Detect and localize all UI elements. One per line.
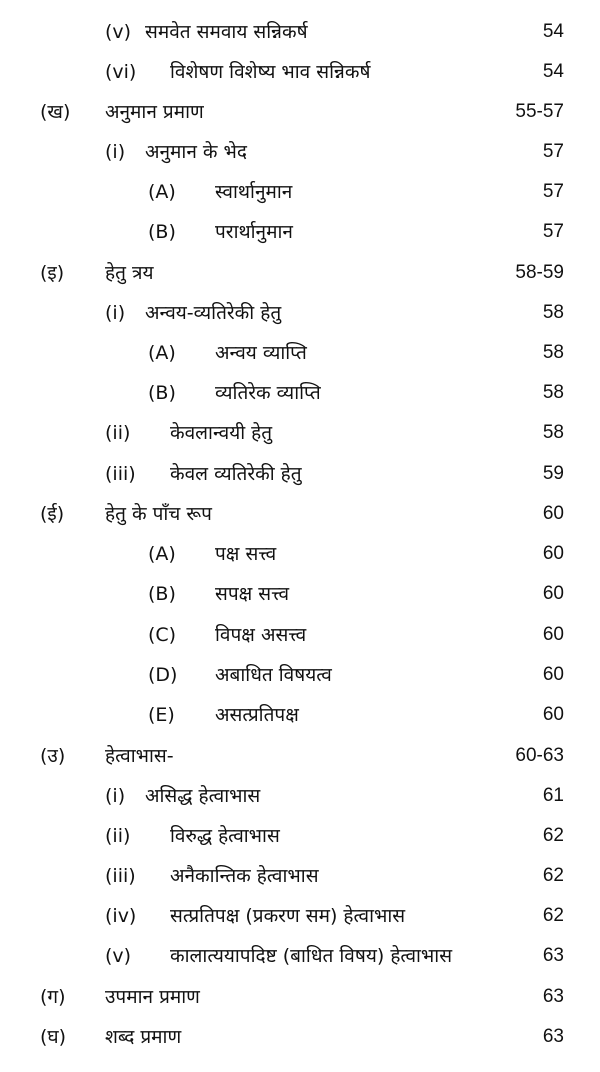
toc-title: केवल व्यतिरेकी हेतु	[170, 463, 302, 485]
toc-entry	[0, 214, 600, 250]
toc-marker: (iii)	[105, 463, 136, 485]
toc-title: अनुमान प्रमाण	[105, 101, 204, 123]
toc-page: 60	[542, 583, 564, 604]
toc-title: उपमान प्रमाण	[105, 986, 200, 1008]
toc-marker: (ii)	[105, 825, 131, 847]
toc-marker: (iii)	[105, 865, 136, 887]
toc-entry	[0, 536, 600, 572]
toc-page: 57	[542, 141, 564, 162]
toc-entry	[0, 134, 600, 170]
toc-title: असत्प्रतिपक्ष	[215, 704, 299, 726]
toc-title: अन्वय-व्यतिरेकी हेतु	[145, 302, 282, 324]
toc-marker: (i)	[105, 141, 126, 163]
toc-marker: (B)	[148, 221, 176, 243]
toc-entry	[0, 295, 600, 331]
toc-title: असिद्ध हेत्वाभास	[145, 785, 261, 807]
toc-marker: (ग)	[40, 986, 66, 1008]
toc-entry	[0, 617, 600, 653]
toc-entry	[0, 697, 600, 733]
toc-title: अनैकान्तिक हेत्वाभास	[170, 865, 319, 887]
toc-title: स्वार्थानुमान	[215, 181, 293, 203]
toc-marker: (i)	[105, 785, 126, 807]
toc-entry	[0, 938, 600, 974]
toc-marker: (इ)	[40, 262, 65, 284]
toc-marker: (vi)	[105, 61, 137, 83]
toc-title: हेत्वाभास-	[105, 745, 174, 767]
toc-marker: (iv)	[105, 905, 137, 927]
toc-title: सपक्ष सत्त्व	[215, 583, 290, 605]
toc-title: परार्थानुमान	[215, 221, 293, 243]
toc-page: 60	[542, 543, 564, 564]
toc-marker: (A)	[148, 181, 176, 203]
toc-title: केवलान्वयी हेतु	[170, 422, 273, 444]
toc-page: 59	[542, 463, 564, 484]
toc-entry	[0, 1019, 600, 1055]
toc-page: 62	[542, 825, 564, 846]
toc-entry	[0, 54, 600, 90]
toc-entry	[0, 898, 600, 934]
toc-title: हेतु त्रय	[105, 262, 154, 284]
toc-marker: (उ)	[40, 745, 66, 767]
toc-page: 58	[542, 422, 564, 443]
toc-page: 63	[542, 986, 564, 1007]
toc-title: विपक्ष असत्त्व	[215, 624, 307, 646]
toc-marker: (ई)	[40, 503, 65, 525]
toc-title: अन्वय व्याप्ति	[215, 342, 307, 364]
toc-title: विशेषण विशेष्य भाव सन्निकर्ष	[170, 61, 371, 83]
toc-marker: (i)	[105, 302, 126, 324]
toc-entry	[0, 979, 600, 1015]
toc-title: विरुद्ध हेत्वाभास	[170, 825, 280, 847]
toc-page: 58	[542, 382, 564, 403]
toc-entry	[0, 255, 600, 291]
toc-entry	[0, 657, 600, 693]
toc-page: 62	[542, 865, 564, 886]
toc-entry	[0, 576, 600, 612]
toc-marker: (v)	[105, 21, 132, 43]
toc-title: व्यतिरेक व्याप्ति	[215, 382, 321, 404]
toc-entry	[0, 375, 600, 411]
toc-marker: (C)	[148, 624, 177, 646]
toc-page: 60	[542, 624, 564, 645]
toc-title: अनुमान के भेद	[145, 141, 248, 163]
toc-marker: (ख)	[40, 101, 71, 123]
toc-page: 57	[542, 181, 564, 202]
toc-title: अबाधित विषयत्व	[215, 664, 332, 686]
toc-title: समवेत समवाय सन्निकर्ष	[145, 21, 308, 43]
toc-page: 60	[542, 704, 564, 725]
toc-entry	[0, 14, 600, 50]
toc-page: 54	[542, 21, 564, 42]
toc-entry	[0, 858, 600, 894]
toc-entry	[0, 778, 600, 814]
toc-entry	[0, 496, 600, 532]
toc-page: 58	[542, 302, 564, 323]
toc-page: 63	[542, 945, 564, 966]
toc-page: 54	[542, 61, 564, 82]
toc-page: 60	[542, 503, 564, 524]
toc-page: 61	[542, 785, 564, 806]
toc-marker: (ii)	[105, 422, 131, 444]
toc-page: 60	[542, 664, 564, 685]
toc-marker: (A)	[148, 342, 176, 364]
toc-entry	[0, 335, 600, 371]
toc-marker: (D)	[148, 664, 178, 686]
toc-page: 58-59	[515, 262, 564, 283]
toc-page: 60-63	[515, 745, 564, 766]
toc-entry	[0, 415, 600, 451]
toc-marker: (v)	[105, 945, 132, 967]
toc-page: 63	[542, 1026, 564, 1047]
toc-marker: (घ)	[40, 1026, 67, 1048]
toc-title: हेतु के पाँच रूप	[105, 503, 212, 525]
toc-page: 62	[542, 905, 564, 926]
toc-entry	[0, 94, 600, 130]
toc-entry	[0, 738, 600, 774]
toc-page: 57	[542, 221, 564, 242]
toc-entry	[0, 456, 600, 492]
toc-marker: (E)	[148, 704, 175, 726]
toc-marker: (A)	[148, 543, 176, 565]
toc-title: शब्द प्रमाण	[105, 1026, 182, 1048]
toc-page: 58	[542, 342, 564, 363]
toc-title: सत्प्रतिपक्ष (प्रकरण सम) हेत्वाभास	[170, 905, 406, 927]
toc-entry	[0, 818, 600, 854]
toc-marker: (B)	[148, 583, 176, 605]
toc-page: 55-57	[515, 101, 564, 122]
toc-entry	[0, 174, 600, 210]
toc-title: कालात्ययापदिष्ट (बाधित विषय) हेत्वाभास	[170, 945, 453, 967]
toc-title: पक्ष सत्त्व	[215, 543, 277, 565]
toc-marker: (B)	[148, 382, 176, 404]
